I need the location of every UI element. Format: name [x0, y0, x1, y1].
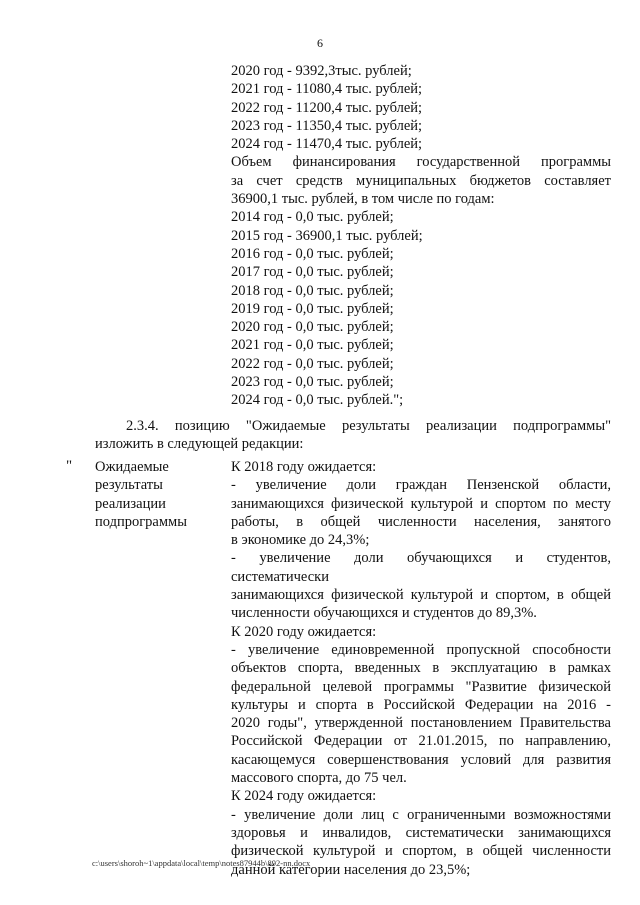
results-line: занимающихся физической культурой и спортом, в общей	[231, 587, 611, 604]
results-line: - увеличение доли обучающихся и студентов, систематически	[231, 550, 611, 585]
file-path-footer: c:\users\shoroh~1\appdata\local\temp\notes87944b\892-nn.docx	[92, 858, 311, 868]
results-line: численности обучающихся и студентов до 89,3%.	[231, 605, 537, 622]
results-line: массового спорта, до 75 чел.	[231, 770, 407, 787]
results-line: - увеличение единовременной пропускной способности	[231, 641, 611, 658]
row-label-line: подпрограммы	[95, 513, 187, 530]
results-line: - увеличение доли граждан Пензенской области,	[231, 477, 611, 494]
municipal-line: 2017 год - 0,0 тыс. рублей;	[231, 264, 394, 281]
results-line: занимающихся физической культурой и спортом по месту	[231, 495, 611, 512]
municipal-line: 2018 год - 0,0 тыс. рублей;	[231, 282, 394, 299]
row-label-line: Ожидаемые	[95, 459, 169, 475]
section-paragraph	[95, 417, 611, 454]
budget-line: 2024 год - 11470,4 тыс. рублей;	[231, 136, 423, 153]
page-number: 6	[317, 36, 323, 50]
budget-line: 2023 год - 11350,4 тыс. рублей;	[231, 117, 423, 134]
results-line: - увеличение доли лиц с ограниченными возможностями	[231, 806, 611, 823]
municipal-line: 2021 год - 0,0 тыс. рублей;	[231, 337, 394, 354]
results-line: К 2020 году ожидается:	[231, 623, 377, 640]
section-line: 2.3.4. позицию "Ожидаемые результаты реализации подпрограммы"	[126, 418, 611, 434]
municipal-intro-line: Объем финансирования государственной программы	[231, 154, 611, 171]
municipal-line: 2024 год - 0,0 тыс. рублей.";	[231, 392, 404, 409]
results-line: Российской Федерации от 21.01.2015, по направлению,	[231, 733, 611, 750]
results-column	[231, 458, 611, 879]
results-line: культуры и спорта в Российской Федерации на 2016 -	[231, 696, 611, 713]
results-line: касающемуся совершенствования условий для развития	[231, 751, 611, 768]
municipal-line: 2015 год - 36900,1 тыс. рублей;	[231, 227, 423, 244]
municipal-line: 2019 год - 0,0 тыс. рублей;	[231, 300, 394, 317]
municipal-line: 2023 год - 0,0 тыс. рублей;	[231, 374, 394, 391]
municipal-intro-line: 36900,1 тыс. рублей, в том числе по годам:	[231, 191, 495, 208]
opening-quote: "	[66, 458, 73, 474]
results-line: здоровья и инвалидов, систематически занимающихся	[231, 824, 611, 841]
budget-line: 2020 год - 9392,3тыс. рублей;	[231, 63, 412, 79]
budget-line: 2021 год - 11080,4 тыс. рублей;	[231, 81, 423, 98]
municipal-line: 2016 год - 0,0 тыс. рублей;	[231, 245, 394, 262]
municipal-line: 2020 год - 0,0 тыс. рублей;	[231, 319, 394, 336]
results-line: работы, в общей численности населения, занятого	[231, 513, 611, 530]
section-line: изложить в следующей редакции:	[95, 436, 304, 453]
municipal-line: 2014 год - 0,0 тыс. рублей;	[231, 209, 394, 226]
results-line: федеральной целевой программы "Развитие физической	[231, 678, 611, 695]
results-line: физической культурой и спортом, в общей численности	[231, 843, 611, 860]
results-line: объектов спорта, введенных в эксплуатацию в рамках	[231, 660, 611, 677]
municipal-line: 2022 год - 0,0 тыс. рублей;	[231, 355, 394, 372]
results-line: данной категории населения до 23,5%;	[231, 861, 471, 878]
results-line: К 2024 году ожидается:	[231, 788, 377, 805]
row-label-line: реализации	[95, 495, 166, 512]
row-label	[95, 458, 210, 531]
municipal-intro-line: за счет средств муниципальных бюджетов составляет	[231, 172, 611, 189]
results-line: К 2018 году ожидается:	[231, 459, 377, 475]
budget-line: 2022 год - 11200,4 тыс. рублей;	[231, 99, 423, 116]
results-line: 2020 годы", утвержденной постановлением Правительства	[231, 715, 611, 732]
funding-column	[231, 62, 611, 410]
results-line: в экономике до 24,3%;	[231, 532, 370, 549]
row-label-line: результаты	[95, 477, 163, 494]
